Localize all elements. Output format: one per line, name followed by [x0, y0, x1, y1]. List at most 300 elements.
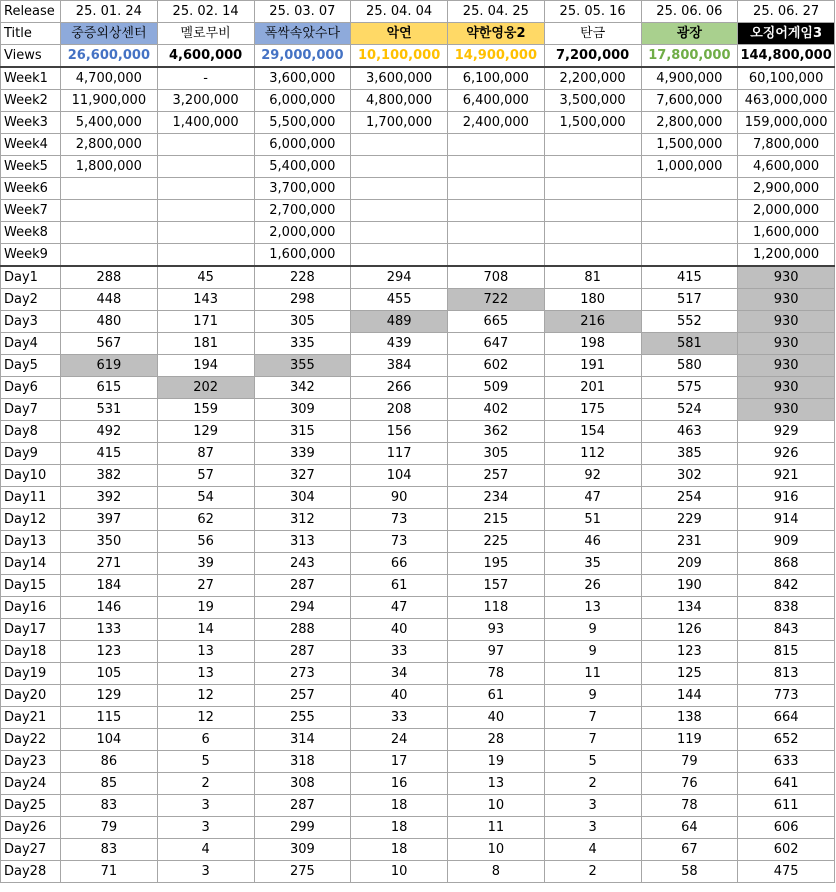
day-row: [1, 817, 835, 839]
weekly-views-cell: 3,600,000: [351, 67, 448, 90]
daily-rank-value-cell: 105: [61, 663, 158, 685]
week-label: Week5: [1, 156, 61, 178]
weekly-views-cell: 159,000,000: [738, 112, 835, 134]
show-title-cell: 악연: [351, 23, 448, 45]
weekly-views-cell: 1,500,000: [641, 134, 738, 156]
daily-rank-value-cell: 517: [641, 289, 738, 311]
day-row: [1, 663, 835, 685]
day-label: Day7: [1, 399, 61, 421]
daily-rank-value-cell: 916: [738, 487, 835, 509]
week-label: Week9: [1, 244, 61, 267]
weekly-views-cell: 2,000,000: [738, 200, 835, 222]
week-row: [1, 222, 835, 244]
daily-rank-value-cell: 138: [641, 707, 738, 729]
daily-rank-value-cell: 133: [61, 619, 158, 641]
daily-rank-value-cell: 27: [157, 575, 254, 597]
daily-rank-value-cell: 71: [61, 861, 158, 883]
daily-rank-value-cell: 7: [544, 707, 641, 729]
weekly-views-cell: -: [157, 67, 254, 90]
daily-rank-value-cell: 382: [61, 465, 158, 487]
daily-rank-value-cell: 83: [61, 839, 158, 861]
daily-rank-value-cell: 61: [351, 575, 448, 597]
daily-rank-value-cell: 17: [351, 751, 448, 773]
total-views-cell: 17,800,000: [641, 45, 738, 68]
weekly-views-cell: [157, 178, 254, 200]
daily-rank-value-cell: 5: [157, 751, 254, 773]
release-date-cell: 25. 01. 24: [61, 1, 158, 23]
daily-rank-value-cell: 312: [254, 509, 351, 531]
weekly-views-cell: 11,900,000: [61, 90, 158, 112]
daily-rank-value-cell: 930: [738, 377, 835, 399]
day-row: [1, 729, 835, 751]
week-row: [1, 112, 835, 134]
daily-rank-value-cell: 13: [544, 597, 641, 619]
week-label: Week1: [1, 67, 61, 90]
daily-rank-value-cell: 194: [157, 355, 254, 377]
weekly-views-cell: 3,600,000: [254, 67, 351, 90]
show-title-cell: 탄금: [544, 23, 641, 45]
daily-rank-value-cell: 159: [157, 399, 254, 421]
total-views-cell: 14,900,000: [448, 45, 545, 68]
weekly-views-cell: 60,100,000: [738, 67, 835, 90]
daily-rank-value-cell: 19: [157, 597, 254, 619]
day-row: [1, 751, 835, 773]
day-label: Day8: [1, 421, 61, 443]
weekly-views-cell: [641, 244, 738, 267]
daily-rank-value-cell: 647: [448, 333, 545, 355]
daily-rank-value-cell: 73: [351, 509, 448, 531]
daily-rank-value-cell: 3: [157, 795, 254, 817]
weekly-views-cell: 7,600,000: [641, 90, 738, 112]
day-row: [1, 289, 835, 311]
weekly-views-cell: 5,400,000: [61, 112, 158, 134]
weekly-views-cell: [448, 222, 545, 244]
daily-rank-value-cell: 18: [351, 795, 448, 817]
day-label: Day25: [1, 795, 61, 817]
week-row: [1, 244, 835, 267]
week-row: [1, 90, 835, 112]
daily-rank-value-cell: 40: [351, 619, 448, 641]
weekly-views-cell: [157, 244, 254, 267]
daily-rank-value-cell: 35: [544, 553, 641, 575]
total-views-cell: 144,800,000: [738, 45, 835, 68]
weekly-views-cell: [448, 244, 545, 267]
daily-rank-value-cell: 930: [738, 333, 835, 355]
weekly-views-cell: 1,400,000: [157, 112, 254, 134]
weekly-views-cell: [61, 222, 158, 244]
weekly-views-cell: [448, 134, 545, 156]
daily-rank-value-cell: 5: [544, 751, 641, 773]
week-row: [1, 67, 835, 90]
daily-rank-value-cell: 202: [157, 377, 254, 399]
daily-rank-value-cell: 3: [544, 817, 641, 839]
daily-rank-value-cell: 318: [254, 751, 351, 773]
weekly-views-cell: [61, 178, 158, 200]
daily-rank-value-cell: 633: [738, 751, 835, 773]
day-label: Day13: [1, 531, 61, 553]
daily-rank-value-cell: 342: [254, 377, 351, 399]
week-label: Week3: [1, 112, 61, 134]
daily-rank-value-cell: 489: [351, 311, 448, 333]
week-row: [1, 156, 835, 178]
release-label: Release: [1, 1, 61, 23]
weekly-views-cell: [544, 156, 641, 178]
daily-rank-value-cell: 843: [738, 619, 835, 641]
day-row: [1, 465, 835, 487]
weekly-views-cell: [544, 178, 641, 200]
day-label: Day2: [1, 289, 61, 311]
weekly-views-cell: [61, 200, 158, 222]
weekly-views-cell: 6,000,000: [254, 134, 351, 156]
daily-rank-value-cell: 79: [641, 751, 738, 773]
weekly-views-cell: [157, 222, 254, 244]
day-row: [1, 619, 835, 641]
daily-rank-value-cell: 13: [448, 773, 545, 795]
weekly-views-cell: 1,500,000: [544, 112, 641, 134]
daily-rank-value-cell: 552: [641, 311, 738, 333]
weekly-views-cell: 2,400,000: [448, 112, 545, 134]
weekly-views-cell: [351, 200, 448, 222]
daily-rank-value-cell: 813: [738, 663, 835, 685]
weekly-views-cell: [351, 222, 448, 244]
daily-rank-value-cell: 385: [641, 443, 738, 465]
weekly-views-cell: [351, 156, 448, 178]
daily-rank-value-cell: 815: [738, 641, 835, 663]
day-row: [1, 377, 835, 399]
daily-rank-value-cell: 327: [254, 465, 351, 487]
daily-rank-value-cell: 455: [351, 289, 448, 311]
daily-rank-value-cell: 257: [448, 465, 545, 487]
day-label: Day18: [1, 641, 61, 663]
daily-rank-value-cell: 104: [351, 465, 448, 487]
daily-rank-value-cell: 129: [157, 421, 254, 443]
daily-rank-value-cell: 921: [738, 465, 835, 487]
daily-rank-value-cell: 123: [61, 641, 158, 663]
daily-rank-value-cell: 112: [544, 443, 641, 465]
daily-rank-value-cell: 13: [157, 641, 254, 663]
daily-rank-value-cell: 62: [157, 509, 254, 531]
daily-rank-value-cell: 302: [641, 465, 738, 487]
week-label: Week4: [1, 134, 61, 156]
daily-rank-value-cell: 315: [254, 421, 351, 443]
daily-rank-value-cell: 208: [351, 399, 448, 421]
daily-rank-value-cell: 288: [61, 266, 158, 289]
day-row: [1, 509, 835, 531]
daily-rank-value-cell: 19: [448, 751, 545, 773]
daily-rank-value-cell: 126: [641, 619, 738, 641]
day-label: Day20: [1, 685, 61, 707]
release-date-cell: 25. 06. 27: [738, 1, 835, 23]
week-row: [1, 200, 835, 222]
weekly-views-cell: [157, 156, 254, 178]
daily-rank-value-cell: 3: [544, 795, 641, 817]
weekly-views-cell: 3,500,000: [544, 90, 641, 112]
daily-rank-value-cell: 722: [448, 289, 545, 311]
daily-rank-value-cell: 12: [157, 685, 254, 707]
daily-rank-value-cell: 930: [738, 355, 835, 377]
daily-rank-value-cell: 86: [61, 751, 158, 773]
daily-rank-value-cell: 287: [254, 641, 351, 663]
day-row: [1, 487, 835, 509]
daily-rank-value-cell: 619: [61, 355, 158, 377]
day-label: Day19: [1, 663, 61, 685]
daily-rank-value-cell: 175: [544, 399, 641, 421]
daily-rank-value-cell: 665: [448, 311, 545, 333]
daily-rank-value-cell: 67: [641, 839, 738, 861]
daily-rank-value-cell: 234: [448, 487, 545, 509]
day-row: [1, 597, 835, 619]
day-row: [1, 707, 835, 729]
day-label: Day27: [1, 839, 61, 861]
weekly-views-cell: 6,400,000: [448, 90, 545, 112]
daily-rank-value-cell: 243: [254, 553, 351, 575]
day-row: [1, 773, 835, 795]
daily-rank-value-cell: 575: [641, 377, 738, 399]
release-date-cell: 25. 03. 07: [254, 1, 351, 23]
daily-rank-value-cell: 97: [448, 641, 545, 663]
day-row: [1, 355, 835, 377]
daily-rank-value-cell: 26: [544, 575, 641, 597]
daily-rank-value-cell: 294: [254, 597, 351, 619]
daily-rank-value-cell: 119: [641, 729, 738, 751]
weekly-views-cell: 4,800,000: [351, 90, 448, 112]
day-label: Day9: [1, 443, 61, 465]
daily-rank-value-cell: 12: [157, 707, 254, 729]
weekly-views-cell: 2,200,000: [544, 67, 641, 90]
daily-rank-value-cell: 87: [157, 443, 254, 465]
daily-rank-value-cell: 78: [641, 795, 738, 817]
daily-rank-value-cell: 10: [448, 839, 545, 861]
daily-rank-value-cell: 350: [61, 531, 158, 553]
daily-rank-value-cell: 61: [448, 685, 545, 707]
week-label: Week7: [1, 200, 61, 222]
daily-rank-value-cell: 298: [254, 289, 351, 311]
show-title-cell: 오징어게임3: [738, 23, 835, 45]
daily-rank-value-cell: 480: [61, 311, 158, 333]
weekly-views-cell: [641, 222, 738, 244]
daily-rank-value-cell: 93: [448, 619, 545, 641]
daily-rank-value-cell: 524: [641, 399, 738, 421]
day-row: [1, 795, 835, 817]
daily-rank-value-cell: 79: [61, 817, 158, 839]
daily-rank-value-cell: 930: [738, 399, 835, 421]
daily-rank-value-cell: 773: [738, 685, 835, 707]
daily-rank-value-cell: 190: [641, 575, 738, 597]
daily-rank-value-cell: 602: [448, 355, 545, 377]
daily-rank-value-cell: 914: [738, 509, 835, 531]
daily-rank-value-cell: 18: [351, 839, 448, 861]
daily-rank-value-cell: 47: [544, 487, 641, 509]
daily-rank-value-cell: 6: [157, 729, 254, 751]
daily-rank-value-cell: 439: [351, 333, 448, 355]
weekly-views-cell: [448, 156, 545, 178]
daily-rank-value-cell: 7: [544, 729, 641, 751]
daily-rank-value-cell: 34: [351, 663, 448, 685]
daily-rank-value-cell: 33: [351, 641, 448, 663]
day-row: [1, 399, 835, 421]
release-date-cell: 25. 06. 06: [641, 1, 738, 23]
release-date-cell: 25. 04. 25: [448, 1, 545, 23]
day-label: Day21: [1, 707, 61, 729]
daily-rank-value-cell: 463: [641, 421, 738, 443]
daily-rank-value-cell: 154: [544, 421, 641, 443]
weekly-views-cell: [544, 244, 641, 267]
daily-rank-value-cell: 118: [448, 597, 545, 619]
day-row: [1, 641, 835, 663]
weekly-views-cell: 6,100,000: [448, 67, 545, 90]
daily-rank-value-cell: 45: [157, 266, 254, 289]
daily-rank-value-cell: 157: [448, 575, 545, 597]
daily-rank-value-cell: 14: [157, 619, 254, 641]
daily-rank-value-cell: 66: [351, 553, 448, 575]
daily-rank-value-cell: 362: [448, 421, 545, 443]
daily-rank-value-cell: 225: [448, 531, 545, 553]
weekly-views-cell: [448, 178, 545, 200]
daily-rank-value-cell: 299: [254, 817, 351, 839]
daily-rank-value-cell: 492: [61, 421, 158, 443]
daily-rank-value-cell: 134: [641, 597, 738, 619]
daily-rank-value-cell: 930: [738, 311, 835, 333]
daily-rank-value-cell: 9: [544, 685, 641, 707]
daily-rank-value-cell: 909: [738, 531, 835, 553]
day-label: Day6: [1, 377, 61, 399]
weekly-views-cell: 6,000,000: [254, 90, 351, 112]
daily-rank-value-cell: 47: [351, 597, 448, 619]
daily-rank-value-cell: 294: [351, 266, 448, 289]
daily-rank-value-cell: 143: [157, 289, 254, 311]
daily-rank-value-cell: 397: [61, 509, 158, 531]
weekly-views-cell: 1,700,000: [351, 112, 448, 134]
day-row: [1, 443, 835, 465]
weekly-views-cell: 2,700,000: [254, 200, 351, 222]
weekly-views-cell: [544, 200, 641, 222]
daily-rank-value-cell: 51: [544, 509, 641, 531]
daily-rank-value-cell: 641: [738, 773, 835, 795]
daily-rank-value-cell: 305: [254, 311, 351, 333]
weekly-views-cell: [641, 178, 738, 200]
daily-rank-value-cell: 708: [448, 266, 545, 289]
daily-rank-value-cell: 255: [254, 707, 351, 729]
daily-rank-value-cell: 288: [254, 619, 351, 641]
daily-rank-value-cell: 229: [641, 509, 738, 531]
daily-rank-value-cell: 40: [448, 707, 545, 729]
day-label: Day28: [1, 861, 61, 883]
day-label: Day4: [1, 333, 61, 355]
week-label: Week2: [1, 90, 61, 112]
weekly-views-cell: [641, 200, 738, 222]
show-title-cell: 멜로무비: [157, 23, 254, 45]
daily-rank-value-cell: 448: [61, 289, 158, 311]
total-views-cell: 10,100,000: [351, 45, 448, 68]
daily-rank-value-cell: 123: [641, 641, 738, 663]
daily-rank-value-cell: 209: [641, 553, 738, 575]
weekly-views-cell: 3,700,000: [254, 178, 351, 200]
daily-rank-value-cell: 314: [254, 729, 351, 751]
daily-rank-value-cell: 606: [738, 817, 835, 839]
daily-rank-value-cell: 201: [544, 377, 641, 399]
day-row: [1, 839, 835, 861]
daily-rank-value-cell: 125: [641, 663, 738, 685]
daily-rank-value-cell: 90: [351, 487, 448, 509]
daily-rank-value-cell: 415: [61, 443, 158, 465]
daily-rank-value-cell: 615: [61, 377, 158, 399]
day-label: Day15: [1, 575, 61, 597]
daily-rank-value-cell: 46: [544, 531, 641, 553]
daily-rank-value-cell: 926: [738, 443, 835, 465]
daily-rank-value-cell: 868: [738, 553, 835, 575]
daily-rank-value-cell: 231: [641, 531, 738, 553]
day-row: [1, 531, 835, 553]
table-body: [1, 1, 835, 883]
daily-rank-value-cell: 33: [351, 707, 448, 729]
weekly-views-cell: 463,000,000: [738, 90, 835, 112]
daily-rank-value-cell: 54: [157, 487, 254, 509]
weekly-views-cell: 2,800,000: [61, 134, 158, 156]
day-label: Day1: [1, 266, 61, 289]
daily-rank-value-cell: 335: [254, 333, 351, 355]
weekly-views-cell: [544, 134, 641, 156]
day-label: Day11: [1, 487, 61, 509]
weekly-views-cell: [448, 200, 545, 222]
daily-rank-value-cell: 144: [641, 685, 738, 707]
week-label: Week6: [1, 178, 61, 200]
day-row: [1, 575, 835, 597]
daily-rank-value-cell: 2: [544, 861, 641, 883]
daily-rank-value-cell: 8: [448, 861, 545, 883]
daily-rank-value-cell: 304: [254, 487, 351, 509]
release-date-cell: 25. 02. 14: [157, 1, 254, 23]
daily-rank-value-cell: 567: [61, 333, 158, 355]
day-row: [1, 421, 835, 443]
day-label: Day24: [1, 773, 61, 795]
daily-rank-value-cell: 930: [738, 266, 835, 289]
weekly-views-cell: [351, 178, 448, 200]
week-row: [1, 178, 835, 200]
daily-rank-value-cell: 64: [641, 817, 738, 839]
weekly-views-cell: 1,200,000: [738, 244, 835, 267]
day-label: Day22: [1, 729, 61, 751]
daily-rank-value-cell: 28: [448, 729, 545, 751]
daily-rank-value-cell: 275: [254, 861, 351, 883]
daily-rank-value-cell: 3: [157, 861, 254, 883]
daily-rank-value-cell: 531: [61, 399, 158, 421]
daily-rank-value-cell: 39: [157, 553, 254, 575]
daily-rank-value-cell: 117: [351, 443, 448, 465]
weekly-views-cell: 4,900,000: [641, 67, 738, 90]
release-row: [1, 1, 835, 23]
release-date-cell: 25. 05. 16: [544, 1, 641, 23]
daily-rank-value-cell: 254: [641, 487, 738, 509]
daily-rank-value-cell: 171: [157, 311, 254, 333]
total-views-cell: 29,000,000: [254, 45, 351, 68]
daily-rank-value-cell: 85: [61, 773, 158, 795]
day-row: [1, 311, 835, 333]
daily-rank-value-cell: 257: [254, 685, 351, 707]
weekly-views-cell: 5,400,000: [254, 156, 351, 178]
daily-rank-value-cell: 115: [61, 707, 158, 729]
daily-rank-value-cell: 11: [448, 817, 545, 839]
daily-rank-value-cell: 81: [544, 266, 641, 289]
daily-rank-value-cell: 384: [351, 355, 448, 377]
daily-rank-value-cell: 2: [544, 773, 641, 795]
daily-rank-value-cell: 10: [448, 795, 545, 817]
title-label: Title: [1, 23, 61, 45]
daily-rank-value-cell: 73: [351, 531, 448, 553]
daily-rank-value-cell: 2: [157, 773, 254, 795]
daily-rank-value-cell: 271: [61, 553, 158, 575]
daily-rank-value-cell: 181: [157, 333, 254, 355]
weekly-views-cell: 1,800,000: [61, 156, 158, 178]
